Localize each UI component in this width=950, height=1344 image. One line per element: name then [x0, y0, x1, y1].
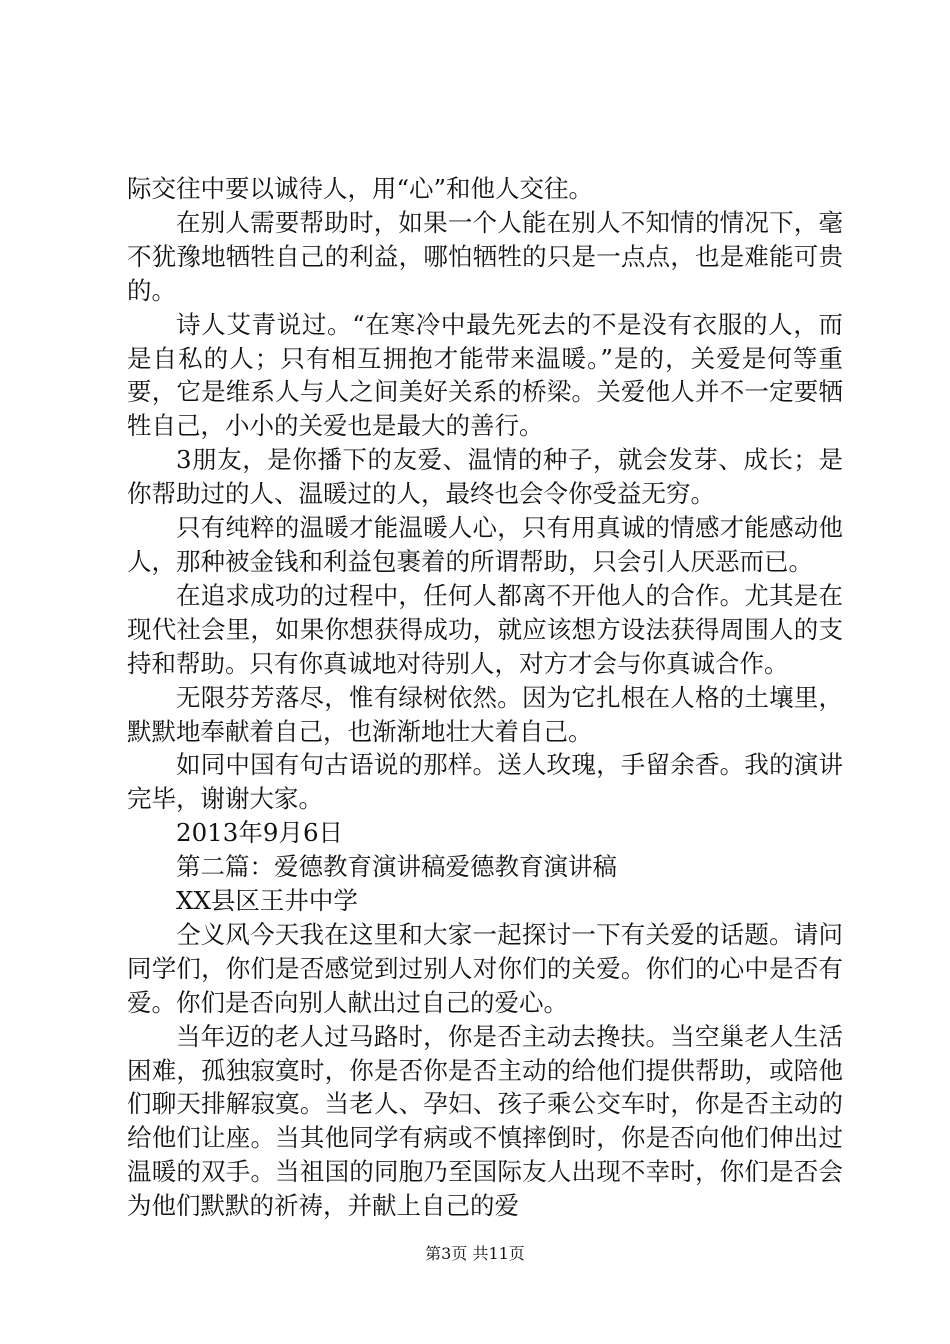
paragraph: 在别人需要帮助时，如果一个人能在别人不知情的情况下，毫不犹豫地牺牲自己的利益，哪怕牺牲的只是一点点，也是难能可贵的。 [127, 207, 843, 305]
paragraph: 际交往中要以诚待人，用“心”和他人交往。 [127, 174, 594, 203]
paragraph: 只有纯粹的温暖才能温暖人心，只有用真诚的情感才能感动他人，那种被金钱和利益包裹着的所谓帮助，只会引人厌恶而已。 [127, 513, 843, 576]
page-number-footer: 第3页 共11页 [425, 1244, 525, 1263]
document-body [127, 172, 843, 1223]
paragraph: 当年迈的老人过马路时，你是否主动去搀扶。当空巢老人生活困难，孤独寂寞时，你是否你是否主动的给他们提供帮助，或陪他们聊天排解寂寞。当老人、孕妇、孩子乘公交车时，你是否主动的给他们让座。当其他同学有病或不慎摔倒时，你是否向他们伸出过温暖的双手。当祖国的同胞乃至国际友人出现不幸时，你们是否会为他们默默的祈祷，并献上自己的爱 [127, 1021, 843, 1221]
section-title: 第二篇：爱德教育演讲稿爱德教育演讲稿 [176, 852, 617, 882]
date-line: 2013年9月6日 [176, 818, 344, 848]
paragraph: 如同中国有句古语说的那样。送人玫瑰，手留余香。我的演讲完毕，谢谢大家。 [127, 750, 843, 814]
paragraph: 在追求成功的过程中，任何人都离不开他人的合作。尤其是在现代社会里，如果你想获得成功，就应该想方设法获得周围人的支持和帮助。只有你真诚地对待别人，对方才会与你真诚合作。 [127, 580, 843, 678]
paragraph: 3朋友，是你播下的友爱、温情的种子，就会发芽、成长；是你帮助过的人、温暖过的人，最终也会令你受益无穷。 [127, 445, 843, 509]
paragraph: 仝义风今天我在这里和大家一起探讨一下有关爱的话题。请问同学们，你们是否感觉到过别人对你们的关爱。你们的心中是否有爱。你们是否向别人献出过自己的爱心。 [127, 919, 843, 1017]
school-name: XX县区王井中学 [176, 886, 358, 916]
paragraph: 诗人艾青说过。“在寒冷中最先死去的不是没有衣服的人，而是自私的人；只有相互拥抱才能带来温暖。”是的，关爱是何等重要，它是维系人与人之间美好关系的桥梁。关爱他人并不一定要牺牲自己，小小的关爱也是最大的善行。 [127, 309, 843, 441]
paragraph: 无限芬芳落尽，惟有绿树依然。因为它扎根在人格的土壤里，默默地奉献着自己，也渐渐地壮大着自己。 [127, 682, 843, 746]
